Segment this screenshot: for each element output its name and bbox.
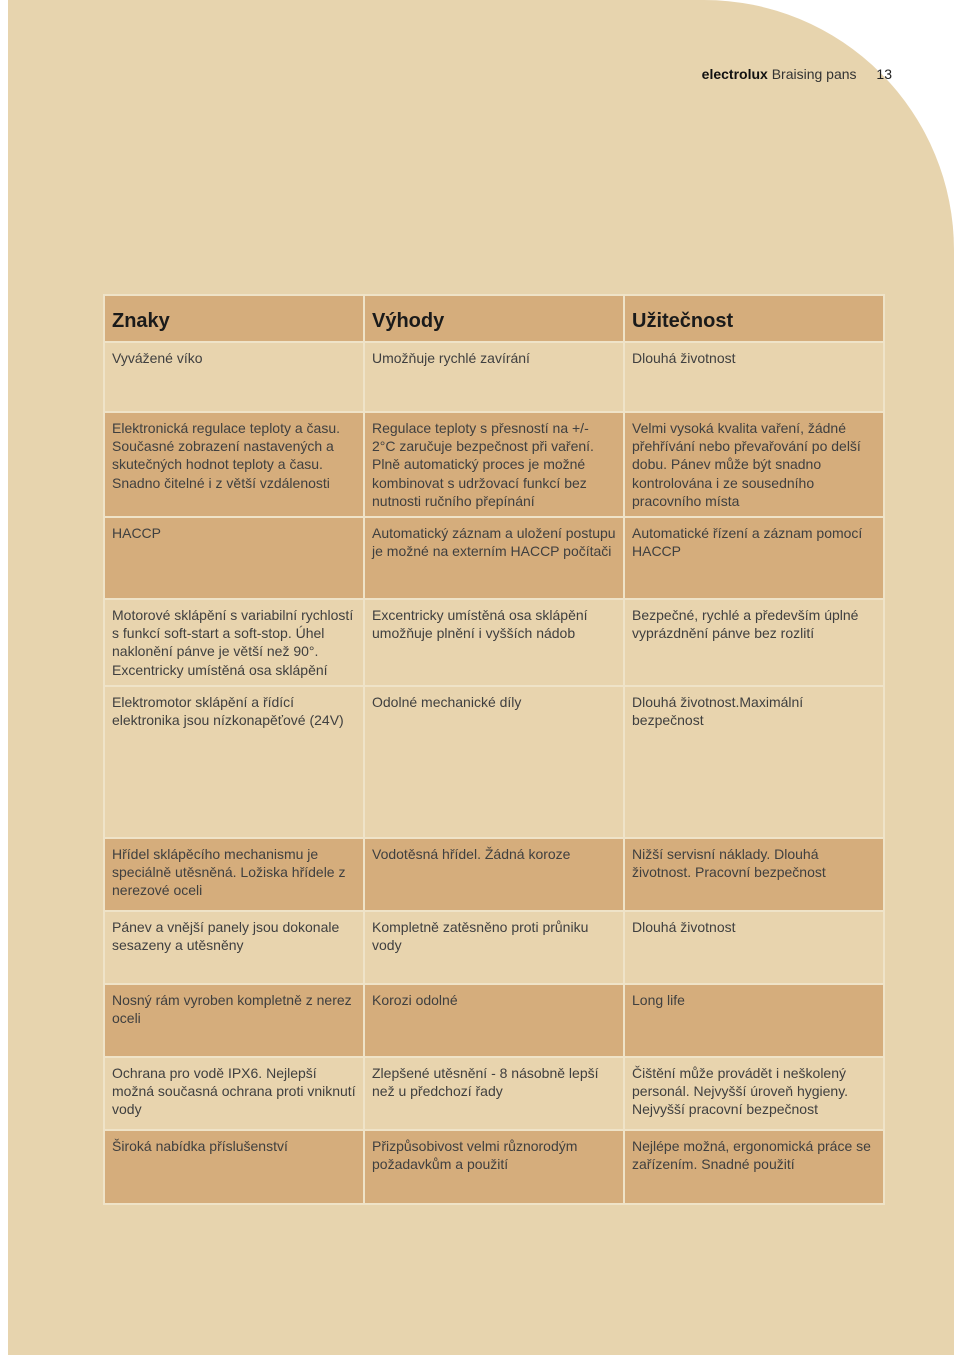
header-cell-usefulness: Užitečnost (625, 296, 883, 341)
table-cell: Long life (625, 985, 883, 1056)
table-cell: Široká nabídka příslušenství (105, 1131, 363, 1203)
header-cell-advantages: Výhody (365, 296, 623, 341)
table-cell: Vyvážené víko (105, 343, 363, 411)
table-cell: Velmi vysoká kvalita vaření, žádné přehřívání nebo převařování po delší dobu. Pánev může být snadno kontrolována i ze sousedního pracovního místa (625, 413, 883, 516)
table-cell: HACCP (105, 518, 363, 598)
table-cell: Bezpečné, rychlé a především úplné vyprázdnění pánve bez rozlití (625, 600, 883, 685)
table-row (105, 413, 883, 516)
table-header-row (105, 296, 883, 341)
document-subtitle: Braising pans (771, 66, 857, 82)
table-row (105, 1131, 883, 1203)
table-cell: Dlouhá životnost (625, 343, 883, 411)
table-cell: Excentricky umístěná osa sklápění umožňuje plnění i vyšších nádob (365, 600, 623, 685)
table-cell: Nosný rám vyroben kompletně z nerez oceli (105, 985, 363, 1056)
table-cell: Pánev a vnější panely jsou dokonale sesazeny a utěsněny (105, 912, 363, 983)
brand-name: electrolux (701, 66, 768, 82)
table-cell: Automatický záznam a uložení postupu je možné na externím HACCP počítači (365, 518, 623, 598)
table-cell: Motorové sklápění s variabilní rychlostí s funkcí soft-start a soft-stop. Úhel naklonění pánve je větší než 90°. Excentricky umístěná osa sklápění (105, 600, 363, 685)
table-cell: Kompletně zatěsněno proti průniku vody (365, 912, 623, 983)
table-cell: Regulace teploty s přesností na +/- 2°C zaručuje bezpečnost při vaření. Plně automatický proces je možné kombinovat s udržovací funkcí bez nutnosti ručního přepínání (365, 413, 623, 516)
features-table (103, 294, 885, 1205)
page-header (702, 66, 892, 82)
table-cell: Zlepšené utěsnění - 8 násobně lepší než u předchozí řady (365, 1058, 623, 1129)
table-cell: Dlouhá životnost.Maximální bezpečnost (625, 687, 883, 837)
table-row (105, 839, 883, 910)
table-row (105, 1058, 883, 1129)
table-cell: Odolné mechanické díly (365, 687, 623, 837)
table-cell: Ochrana pro vodě IPX6. Nejlepší možná současná ochrana proti vniknutí vody (105, 1058, 363, 1129)
header-cell-features: Znaky (105, 296, 363, 341)
page-number: 13 (876, 66, 892, 82)
table-cell: Automatické řízení a záznam pomocí HACCP (625, 518, 883, 598)
table-row (105, 343, 883, 411)
table-cell: Vodotěsná hřídel. Žádná koroze (365, 839, 623, 910)
table-cell: Dlouhá životnost (625, 912, 883, 983)
table-row (105, 912, 883, 983)
table-row (105, 600, 883, 685)
table-cell: Čištění může provádět i neškolený personál. Nejvyšší úroveň hygieny. Nejvyšší pracovní bezpečnost (625, 1058, 883, 1129)
table-row (105, 687, 883, 837)
table-cell: Nižší servisní náklady. Dlouhá životnost. Pracovní bezpečnost (625, 839, 883, 910)
table-cell: Přizpůsobivost velmi různorodým požadavkům a použití (365, 1131, 623, 1203)
table-cell: Elektronická regulace teploty a času. Současné zobrazení nastavených a skutečných hodnot teploty a času. Snadno čitelné i z větší vzdálenosti (105, 413, 363, 516)
table-cell: Hřídel sklápěcího mechanismu je speciálně utěsněná. Ložiska hřídele z nerezové oceli (105, 839, 363, 910)
table-cell: Elektromotor sklápění a řídící elektronika jsou nízkonapěťové (24V) (105, 687, 363, 837)
table-cell: Nejlépe možná, ergonomická práce se zařízením. Snadné použití (625, 1131, 883, 1203)
table-row (105, 518, 883, 598)
table-cell: Korozi odolné (365, 985, 623, 1056)
table-row (105, 985, 883, 1056)
table-cell: Umožňuje rychlé zavírání (365, 343, 623, 411)
